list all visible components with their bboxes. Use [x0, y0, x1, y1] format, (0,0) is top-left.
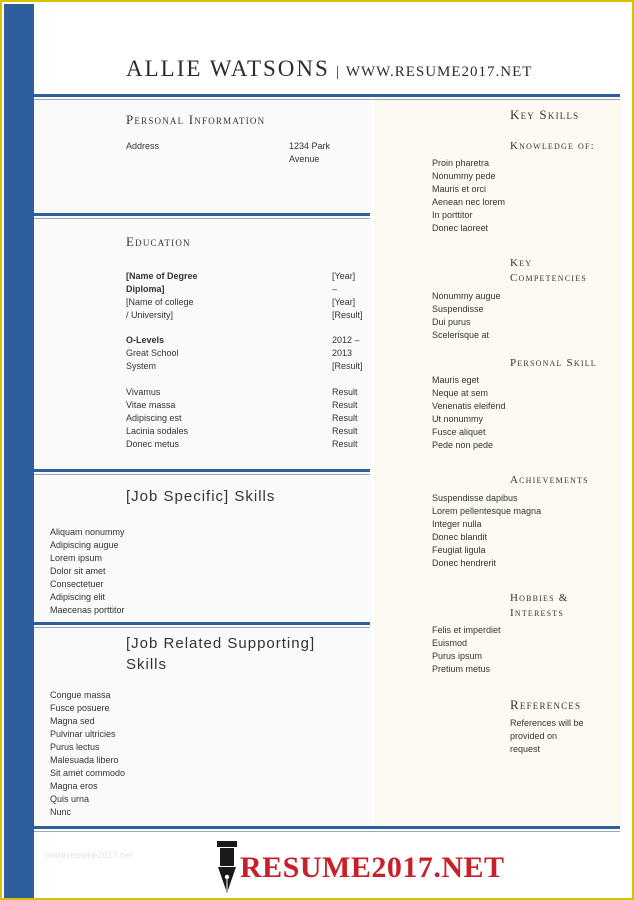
knowledge-heading: Knowledge of:: [510, 140, 595, 152]
list-item: Lorem ipsum: [50, 553, 103, 563]
olevel-row-right: [Result]: [332, 361, 363, 371]
list-item: Dolor sit amet: [50, 566, 106, 576]
subject-row: [126, 438, 366, 451]
list-item: Euismod: [432, 638, 468, 648]
list-item: Suspendisse: [432, 304, 484, 314]
knowledge-list: [432, 157, 505, 235]
education-row-right: [Year]: [332, 297, 356, 307]
list-item: Adipiscing augue: [50, 540, 119, 550]
bottom-rule: [34, 826, 620, 829]
subject-result: Result: [332, 439, 358, 449]
references-text: [510, 717, 584, 756]
hobbies-list: [432, 624, 501, 676]
education-row: [126, 296, 366, 309]
olevel-row: [126, 334, 366, 347]
list-item: Ut nonummy: [432, 414, 484, 424]
education-row-right: –: [332, 284, 338, 294]
list-item: Pede non pede: [432, 440, 494, 450]
education-row: [126, 270, 366, 283]
subject-name: Vitae massa: [126, 400, 176, 410]
subject-result: Result: [332, 426, 358, 436]
job-skills-rule-thin: [34, 627, 370, 628]
education-row: [126, 309, 366, 322]
address-line-1: 1234 Park: [289, 141, 331, 151]
bottom-rule-thin: [34, 831, 620, 832]
list-item: Proin pharetra: [432, 158, 490, 168]
education-heading: Education: [126, 234, 191, 249]
support-heading-line-2: Skills: [126, 656, 168, 673]
list-item: Quis urna: [50, 794, 90, 804]
job-skills-heading: [Job Specific] Skills: [126, 488, 276, 505]
support-heading-line-1: [Job Related Supporting]: [126, 635, 316, 652]
list-item: Neque at sem: [432, 388, 489, 398]
education-row-left: / University]: [126, 310, 174, 320]
list-item: Donec blandit: [432, 532, 488, 542]
fountain-pen-icon: [214, 841, 240, 895]
competencies-heading-line-2: Competencies: [510, 272, 587, 284]
subject-result: Result: [332, 413, 358, 423]
list-item: Magna eros: [50, 781, 98, 791]
olevel-row: [126, 347, 366, 360]
olevel-row-right: 2013: [332, 348, 353, 358]
competencies-heading: [510, 256, 587, 286]
list-item: Purus lectus: [50, 742, 100, 752]
education-row-right: [Year]: [332, 271, 356, 281]
support-skills-heading: [126, 633, 315, 675]
list-item: Maecenas porttitor: [50, 605, 125, 615]
list-item: Felis et imperdiet: [432, 625, 501, 635]
subject-row: [126, 386, 366, 399]
candidate-name: ALLIE WATSONS: [126, 56, 330, 81]
education-degree-block: [126, 270, 366, 322]
footer-logo-text: RESUME2017.NET: [240, 851, 505, 884]
list-item: Sit amet commodo: [50, 768, 126, 778]
education-row-left: [Name of college: [126, 297, 194, 307]
list-item: Nunc: [50, 807, 72, 817]
list-item: Pulvinar ultricies: [50, 729, 116, 739]
list-item: Mauris et orci: [432, 184, 487, 194]
header-rule: [34, 94, 620, 97]
education-row-right: [Result]: [332, 310, 363, 320]
list-item: In porttitor: [432, 210, 473, 220]
header-website: WWW.RESUME2017.NET: [345, 64, 533, 80]
watermark-text: www.resume2017.net: [46, 850, 133, 860]
list-item: Adipiscing elit: [50, 592, 106, 602]
references-heading: References: [510, 697, 582, 712]
education-olevels-block: [126, 334, 366, 373]
list-item: Venenatis eleifend: [432, 401, 506, 411]
hobbies-heading: [510, 591, 569, 621]
list-item: Fusce aliquet: [432, 427, 486, 437]
personal-heading: Personal Information: [126, 112, 266, 127]
subject-row: [126, 425, 366, 438]
list-item: Purus ipsum: [432, 651, 483, 661]
job-skills-rule: [34, 622, 370, 625]
list-item: Feugiat ligula: [432, 545, 486, 555]
personal-rule: [34, 213, 370, 216]
subject-name: Lacinia sodales: [126, 426, 189, 436]
list-item: Mauris eget: [432, 375, 480, 385]
education-rule-thin: [34, 474, 370, 475]
blue-sidebar: [4, 4, 34, 898]
education-row: [126, 283, 366, 296]
references-line: provided on: [510, 731, 558, 741]
resume-header: [126, 56, 532, 82]
list-item: Malesuada libero: [50, 755, 119, 765]
list-item: Congue massa: [50, 690, 111, 700]
olevel-row-left: System: [126, 361, 157, 371]
personal-rule-thin: [34, 218, 370, 219]
subject-name: Donec metus: [126, 439, 180, 449]
list-item: Scelerisque at: [432, 330, 490, 340]
subject-result: Result: [332, 400, 358, 410]
footer-logo: [214, 840, 505, 896]
header-separator: |: [335, 64, 340, 80]
achievements-list: [432, 492, 541, 570]
subject-name: Vivamus: [126, 387, 161, 397]
list-item: Lorem pellentesque magna: [432, 506, 542, 516]
subject-name: Adipiscing est: [126, 413, 182, 423]
references-line: References will be: [510, 718, 584, 728]
list-item: Magna sed: [50, 716, 95, 726]
hobbies-heading-line-2: Interests: [510, 607, 565, 619]
olevel-row: [126, 360, 366, 373]
list-item: Nonummy augue: [432, 291, 501, 301]
key-skills-heading: Key Skills: [510, 107, 580, 122]
competencies-list: [432, 290, 501, 342]
header-rule-thin: [34, 99, 620, 100]
list-item: Donec hendrerit: [432, 558, 497, 568]
olevel-row-left: Great School: [126, 348, 179, 358]
list-item: Consectetuer: [50, 579, 104, 589]
support-skills-list: [50, 689, 125, 819]
subject-result: Result: [332, 387, 358, 397]
list-item: Nonummy pede: [432, 171, 496, 181]
list-item: Suspendisse dapibus: [432, 493, 518, 503]
address-line-2: Avenue: [289, 154, 320, 164]
references-line: request: [510, 744, 541, 754]
education-rule: [34, 469, 370, 472]
list-item: Pretium metus: [432, 664, 491, 674]
education-row-left: Diploma]: [126, 284, 165, 294]
personal-skill-list: [432, 374, 506, 452]
list-item: Aenean nec lorem: [432, 197, 506, 207]
list-item: Dui purus: [432, 317, 471, 327]
achievements-heading: Achievements: [510, 474, 589, 486]
education-row-left: [Name of Degree: [126, 271, 198, 281]
subject-row: [126, 399, 366, 412]
personal-skill-heading: Personal Skill: [510, 357, 597, 369]
list-item: Aliquam nonummy: [50, 527, 125, 537]
education-subjects-block: [126, 386, 366, 451]
subject-row: [126, 412, 366, 425]
olevel-row-left: O-Levels: [126, 335, 165, 345]
list-item: Donec laoreet: [432, 223, 489, 233]
list-item: Integer nulla: [432, 519, 482, 529]
job-skills-list: [50, 526, 125, 617]
address-label: Address: [126, 141, 160, 151]
list-item: Fusce posuere: [50, 703, 110, 713]
olevel-row-right: 2012 –: [332, 335, 360, 345]
competencies-heading-line-1: Key: [510, 257, 533, 269]
hobbies-heading-line-1: Hobbies &: [510, 592, 569, 604]
